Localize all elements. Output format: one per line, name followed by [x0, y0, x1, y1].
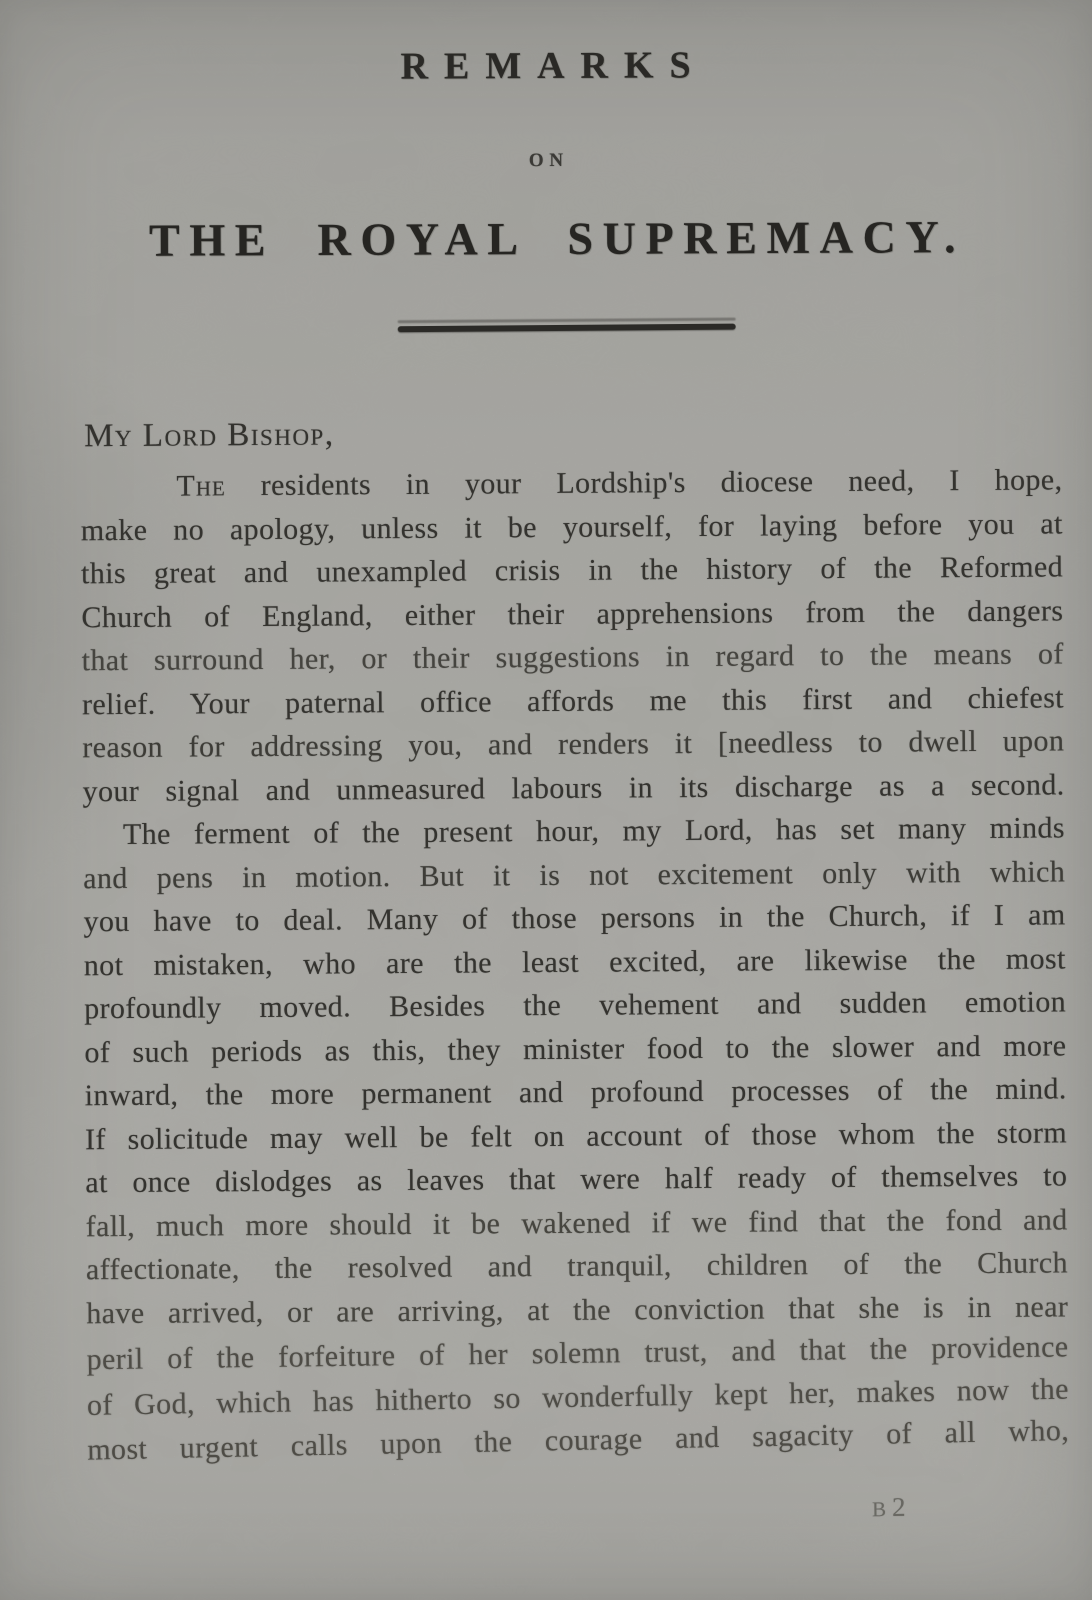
text-line: not mistaken, who are the least excited, are likewise the most: [83, 941, 1066, 982]
text-line: and pens in motion. But it is not excitement only with which: [83, 854, 1066, 895]
title-block: [0, 0, 1092, 333]
text-line: inward, the more permanent and profound processes of the mind.: [84, 1072, 1067, 1113]
salutation: My Lord Bishop,: [84, 416, 335, 455]
text-line: The ferment of the present hour, my Lord, has set many minds: [122, 811, 1066, 851]
divider-thin-rule: [398, 318, 736, 324]
text-line: relief. Your paternal office affords me this first and chiefest: [81, 680, 1065, 721]
text-line: affectionate, the resolved and tranquil, children of the Church: [85, 1246, 1069, 1287]
text-line: you have to deal. Many of those persons in the Church, if I am: [83, 898, 1066, 939]
text-line: your signal and unmeasured labours in its discharge as a second.: [82, 767, 1065, 808]
text-line: have arrived, or are arriving, at the conviction that she is in near: [86, 1289, 1069, 1330]
text-line: profoundly moved. Besides the vehement and sudden emotion: [84, 985, 1067, 1026]
divider-thick-rule: [398, 324, 736, 333]
signature-mark: [872, 1492, 912, 1523]
text-line: that surround her, or their suggestions in regard to the means of: [81, 637, 1064, 678]
text-line: at once dislodges as leaves that were half ready of themselves to: [85, 1159, 1068, 1200]
paragraph: [80, 458, 1064, 813]
title-connector: ON: [528, 149, 569, 172]
text-line: make no apology, unless it be yourself, for laying before you at: [80, 506, 1063, 547]
signature-letter: B: [871, 1496, 893, 1522]
text-line: most urgent calls upon the courage and sagacity of all who,: [86, 1413, 1070, 1467]
body-text: [0, 411, 1092, 1466]
title-divider: [398, 318, 736, 333]
text-line: fall, much more should it be wakened if we find that the fond and: [85, 1202, 1068, 1243]
signature-number: 2: [891, 1491, 912, 1522]
small-caps-lead: The: [176, 469, 226, 503]
paragraph: [83, 806, 1070, 1465]
text-line: of such periods as this, they minister food to the slower and more: [84, 1028, 1067, 1069]
text-line: this great and unexampled crisis in the history of the Reformed: [80, 550, 1064, 591]
text-line: of God, which has hitherto so wonderfully kept her, makes now the: [86, 1372, 1070, 1422]
text-line: If solicitude may well be felt on account of those whom the storm: [84, 1115, 1068, 1156]
text-line: reason for addressing you, and renders it [needless to dwell upon: [82, 724, 1065, 765]
text-line: Church of England, either their apprehensions from the dangers: [81, 593, 1064, 634]
text-line: The residents in your Lordship's diocese need, I hope,: [176, 463, 1063, 503]
page-title-kicker: REMARKS: [400, 44, 707, 88]
text-line: peril of the forfeiture of her solemn trust, and that the providence: [86, 1330, 1069, 1377]
page-title: THE ROYAL SUPREMACY.: [148, 211, 966, 266]
